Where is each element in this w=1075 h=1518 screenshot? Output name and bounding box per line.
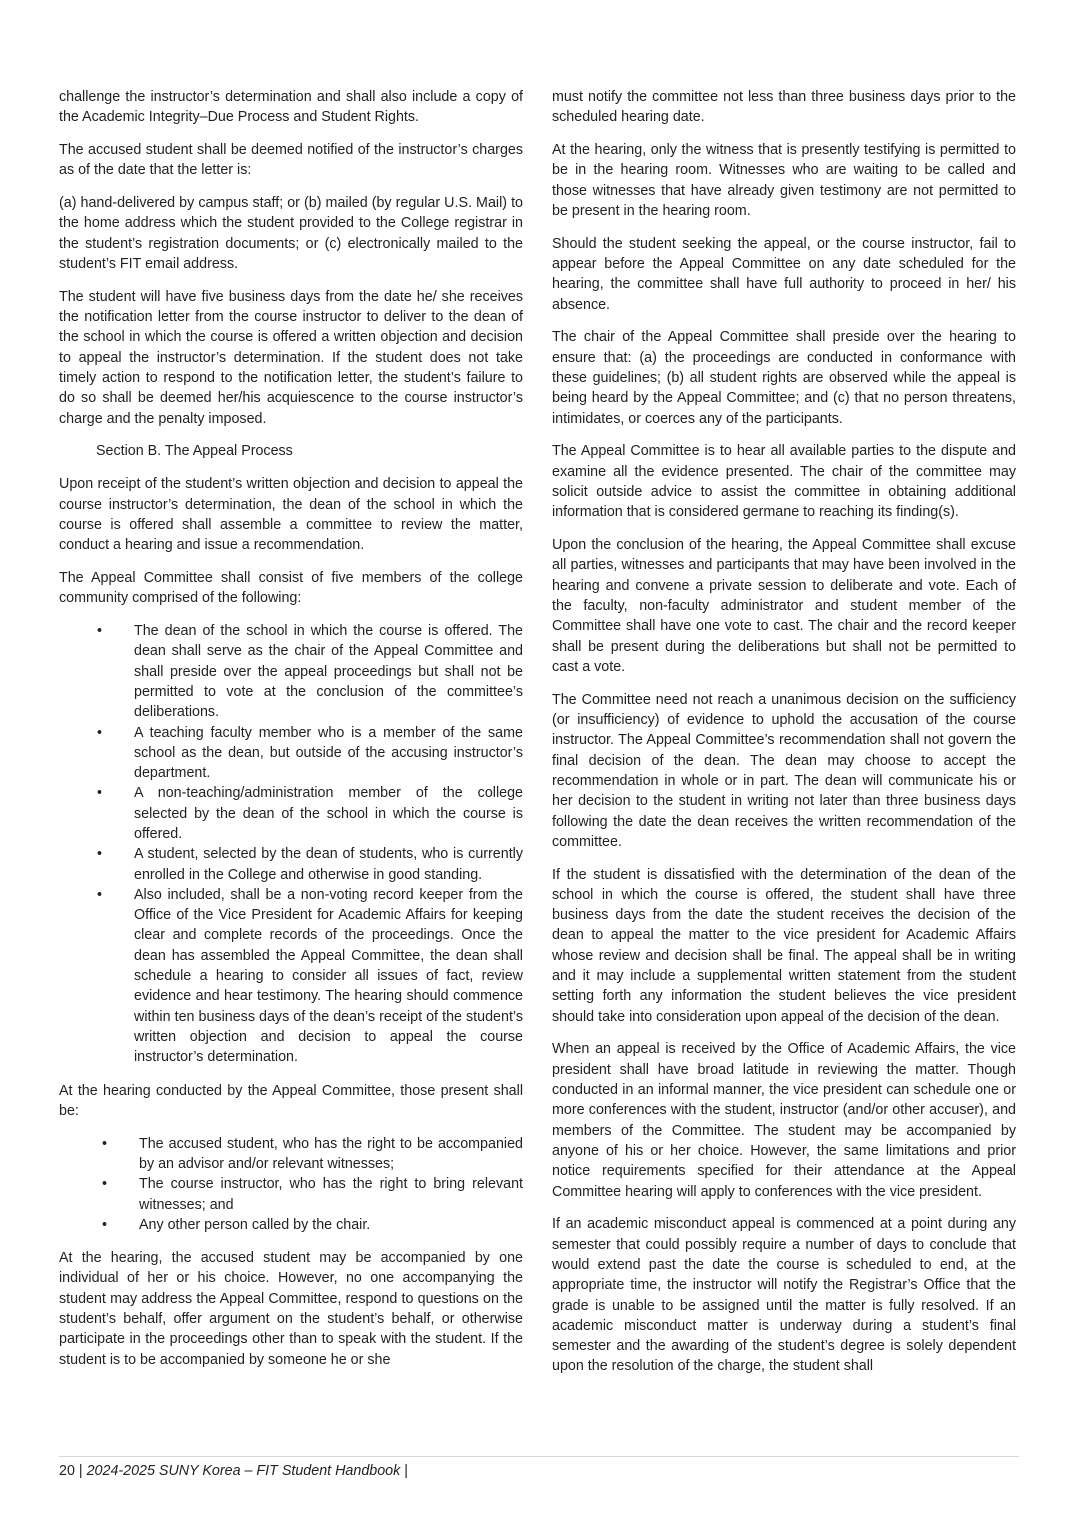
right-column: [552, 87, 1016, 1389]
paragraph: Upon receipt of the student’s written objection and decision to appeal the course instructor’s determination, the dean of the school in which the course is offered shall assemble a committee to review the matter, conduct a hearing and issue a recommendation.: [59, 476, 523, 554]
paragraph: The student will have five business days from the date he/ she receives the notification letter from the course instructor to deliver to the dean of the school in which the course is offered a written objection and decision to appeal the instructor’s determination. If the student does not take timely action to respond to the notification letter, the student’s failure to do so shall be deemed her/his acquiescence to the course instructor’s charge and the penalty imposed.: [59, 288, 523, 427]
list-item: • The accused student, who has the right to be accompanied by an advisor and/or relevant witnesses;: [59, 1134, 523, 1175]
left-column: [59, 87, 523, 1382]
list-item: • Any other person called by the chair.: [59, 1215, 523, 1235]
paragraph: At the hearing conducted by the Appeal Committee, those present shall be:: [59, 1082, 523, 1119]
paragraph: Should the student seeking the appeal, or the course instructor, fail to appear before the Appeal Committee on any date scheduled for the hearing, the committee shall have full authority to proceed in her/ his absence.: [552, 235, 1016, 313]
paragraph: At the hearing, the accused student may be accompanied by one individual of her or his choice. However, no one accompanying the student may address the Appeal Committee, respond to questions on the student’s behalf, offer argument on the student’s behalf, or otherwise participate in the proceedings other than to speak with the student. If the student is to be accompanied by someone he or she: [59, 1250, 523, 1368]
footer-separator: |: [404, 1463, 408, 1479]
list-item: • The course instructor, who has the right to bring relevant witnesses; and: [59, 1174, 523, 1215]
paragraph: The Committee need not reach a unanimous decision on the sufficiency (or insufficiency) of evidence to uphold the accusation of the course instructor. The Appeal Committee’s recommendation shall not govern the final decision of the dean. The dean may choose to accept the recommendation in whole or in part. The dean will communicate his or her decision to the student in writing not later than three business days following the date the dean receives the written recommendation of the committee.: [552, 691, 1016, 850]
section-heading: Section B. The Appeal Process: [96, 443, 293, 460]
list-item: • A teaching faculty member who is a member of the same school as the dean, but outside of the accusing instructor’s department.: [59, 723, 523, 784]
hearing-present-list: [59, 1134, 523, 1235]
paragraph: The chair of the Appeal Committee shall preside over the hearing to ensure that: (a) the proceedings are conducted in conformance with these guidelines; (b) all student rights are observed while the appeal is being heard by the Appeal Committee; and (c) that no person threatens, intimidates, or coerces any of the participants.: [552, 329, 1016, 427]
footer-title: 2024-2025 SUNY Korea – FIT Student Handbook: [86, 1463, 401, 1479]
list-item: • The dean of the school in which the course is offered. The dean shall serve as the chair of the Appeal Committee and shall preside over the appeal proceedings but shall not be permitted to vote at the conclusion of the committee’s deliberations.: [59, 621, 523, 722]
committee-members-list: [59, 621, 523, 1068]
paragraph: The Appeal Committee is to hear all available parties to the dispute and examine all the evidence presented. The chair of the committee may solicit outside advice to assist the committee in obtaining additional information that is considered germane to reaching its finding(s).: [552, 443, 1016, 521]
page-footer: [59, 1461, 408, 1481]
paragraph: If an academic misconduct appeal is commenced at a point during any semester that could possibly require a number of days to conclude that would extend past the date the course is scheduled to end, at the appropriate time, the instructor will notify the Registrar’s Office that the grade is unable to be assigned until the matter is fully resolved. If an academic misconduct matter is underway during a student’s final semester and the awarding of the student’s degree is solely dependent upon the resolution of the charge, the student shall: [552, 1216, 1016, 1375]
paragraph: Upon the conclusion of the hearing, the Appeal Committee shall excuse all parties, witnesses and participants that may have been involved in the hearing and convene a private session to deliberate and vote. Each of the faculty, non-faculty administrator and student member of the Committee shall have one vote to cast. The chair and the record keeper shall be present during the deliberations but shall not be permitted to cast a vote.: [552, 537, 1016, 675]
paragraph: challenge the instructor’s determination and shall also include a copy of the Academic Integrity–Due Process and Student Rights.: [59, 89, 523, 126]
paragraph: If the student is dissatisfied with the determination of the dean of the school in which the course is offered, the student shall have three business days from the date the student receives the decision of the dean to appeal the matter to the vice president for Academic Affairs whose review and decision shall be final. The appeal shall be in writing and it may include a supplemental written statement from the student setting forth any information the student believes the vice president should take into consideration upon appeal of the decision of the dean.: [552, 866, 1016, 1025]
paragraph: must notify the committee not less than three business days prior to the scheduled hearing date.: [552, 89, 1016, 126]
paragraph: The Appeal Committee shall consist of five members of the college community comprised of the following:: [59, 569, 523, 607]
list-item: • A student, selected by the dean of students, who is currently enrolled in the College and otherwise in good standing.: [59, 844, 523, 885]
paragraph: When an appeal is received by the Office of Academic Affairs, the vice president shall have broad latitude in reviewing the matter. Though conducted in an informal manner, the vice president can schedule one or more conferences with the student, instructor (and/or other accuser), and members of the Committee. The student may be accompanied by anyone of his or her choice. However, the same limitations and prior notice requirements specified for their attendance at the Appeal Committee hearing will apply to conferences with the vice president.: [552, 1041, 1016, 1200]
paragraph: (a) hand-delivered by campus staff; or (b) mailed (by regular U.S. Mail) to the home address which the student provided to the College registrar in the student’s registration documents; or (c) electronically mailed to the student’s FIT email address.: [59, 195, 523, 273]
list-item: • Also included, shall be a non-voting record keeper from the Office of the Vice President for Academic Affairs for keeping clear and complete records of the proceedings. Once the dean has assembled the Appeal Committee, the dean shall schedule a hearing to consider all issues of fact, review evidence and hear testimony. The hearing should commence within ten business days of the dean’s receipt of the student’s written objection and decision to appeal the course instructor’s determination.: [59, 885, 523, 1068]
list-item: • A non-teaching/administration member of the college selected by the dean of the school in which the course is offered.: [59, 783, 523, 844]
page-number: 20: [59, 1463, 75, 1479]
paragraph: At the hearing, only the witness that is presently testifying is permitted to be in the hearing room. Witnesses who are waiting to be called and those witnesses that have already given testimony are not permitted to be present in the hearing room.: [552, 142, 1016, 219]
paragraph: The accused student shall be deemed notified of the instructor’s charges as of the date that the letter is:: [59, 142, 523, 179]
footer-separator: |: [78, 1463, 83, 1479]
footer-divider: [59, 1456, 1019, 1457]
